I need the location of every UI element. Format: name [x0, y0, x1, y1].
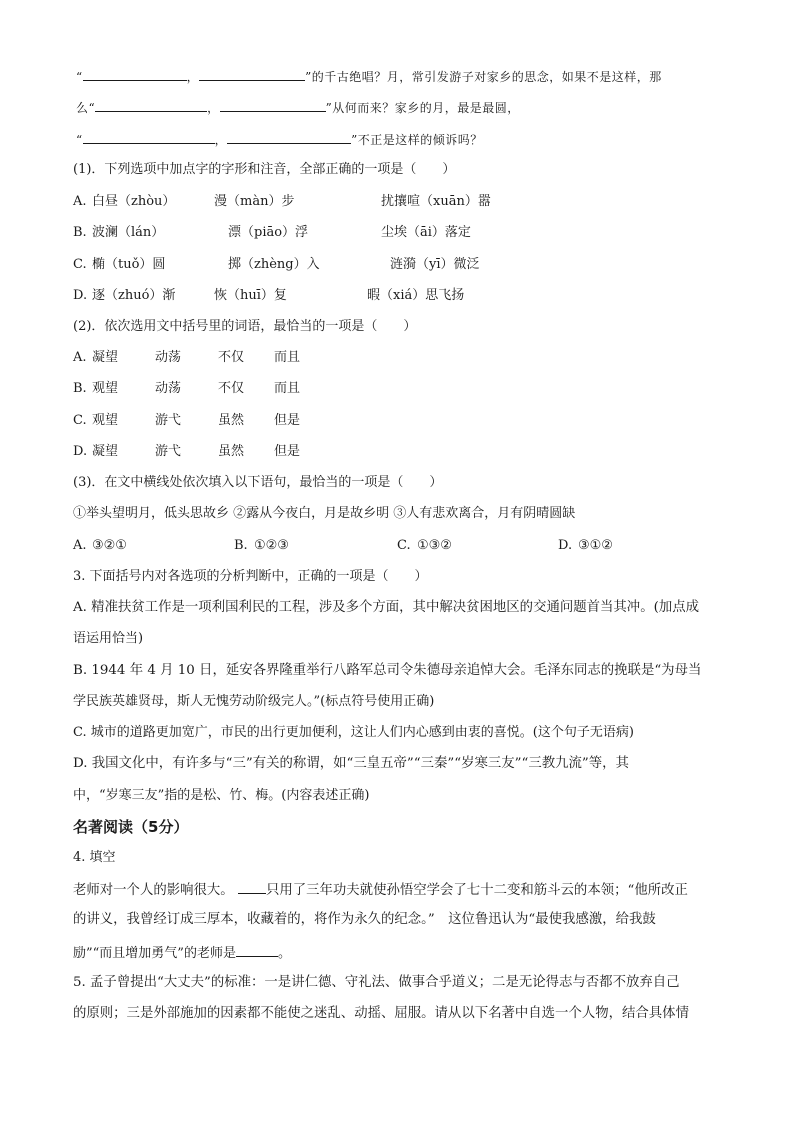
- quote-mark: “: [76, 70, 83, 84]
- q2-word: 游弋: [155, 413, 182, 428]
- q2-word: 凝望: [92, 444, 119, 459]
- q1-option-letter: A.: [73, 194, 87, 209]
- comma: ，: [214, 133, 228, 147]
- q1-option-letter: C.: [73, 257, 87, 272]
- fill-question-line2: 的讲义，我曾经订成三厚本，收藏着的，将作为永久的纪念。” 这位鲁迅认为“最使我感激，给我鼓: [73, 912, 656, 927]
- intro-line-3: [76, 129, 483, 150]
- question-3-sentences: ①举头望明月，低头思故乡 ②露从今夜白，月是故乡明 ③人有悲欢离合，月有阴晴圆缺: [73, 506, 576, 521]
- intro-text-3: ”不正是这样的倾诉吗？: [351, 133, 483, 147]
- q2-word: 而且: [274, 350, 301, 365]
- q3-option-value: ③②①: [92, 538, 127, 553]
- q3-option-letter: D.: [558, 538, 573, 553]
- comma: ，: [207, 101, 220, 115]
- fill-blank: [238, 879, 266, 894]
- analysis-option-b-line2: 学民族英雄贤母，斯人无愧劳动阶级完人。”(标点符号使用正确): [73, 694, 435, 709]
- q1-option-a-word2: 漫（màn）步: [214, 194, 295, 209]
- q2-option-letter: B.: [73, 381, 87, 396]
- analysis-option-d-line2: 中，“岁寒三友”指的是松、竹、梅。(内容表述正确): [73, 788, 370, 803]
- q2-word: 观望: [92, 413, 119, 428]
- fill-question-line1: [73, 879, 688, 901]
- q2-word: 动荡: [155, 381, 182, 396]
- q3-option-letter: B.: [234, 538, 248, 553]
- q2-word: 不仅: [218, 350, 245, 365]
- intro-text-2b: ”从何而来？家乡的月，最是最圆，: [325, 101, 520, 115]
- intro-text-1: ”的千古绝唱？月，常引发游子对家乡的思念，如果不是这样，那: [305, 70, 662, 84]
- q1-option-a-word1: 白昼（zhòu）: [92, 194, 176, 209]
- q2-word: 不仅: [218, 381, 245, 396]
- blank-6: [227, 129, 351, 144]
- q2-word: 但是: [274, 413, 301, 428]
- question-5-line1: 5. 孟子曾提出“大丈夫”的标准：一是讲仁德、守礼法、做事合乎道义；二是无论得志与否都不放弃自己: [73, 975, 680, 990]
- quote-mark: “: [76, 133, 83, 147]
- fill-text: 励”“而且增加勇气”的老师是: [73, 946, 236, 961]
- blank-2: [199, 66, 305, 81]
- blank-5: [83, 129, 215, 144]
- fill-question-line3: [73, 942, 291, 964]
- intro-text-2a: 么“: [76, 101, 96, 115]
- analysis-option-b-line1: B. 1944 年 4 月 10 日，延安各界隆重举行八路军总司令朱德母亲追悼大会。毛泽东同志的挽联是“为母当: [73, 663, 702, 678]
- question-2-stem: (2)．依次选用文中括号里的词语，最恰当的一项是（ ）: [73, 319, 417, 334]
- fill-text: 只用了三年功夫就使孙悟空学会了七十二变和筋斗云的本领；“他所改正: [265, 883, 688, 898]
- analysis-option-a-line1: A. 精准扶贫工作是一项利国利民的工程，涉及多个方面，其中解决贫困地区的交通问题首当其冲。(加点成: [73, 600, 699, 615]
- analysis-option-a-line2: 语运用恰当): [73, 631, 144, 646]
- section-title: 名著阅读（5分）: [73, 818, 189, 836]
- q1-option-d-word2: 恢（huī）复: [214, 288, 287, 303]
- intro-line-1: [76, 66, 662, 87]
- q3-option-value: ③①②: [578, 538, 613, 553]
- q2-word: 游弋: [155, 444, 182, 459]
- q2-word: 而且: [274, 381, 301, 396]
- q2-word: 虽然: [218, 444, 245, 459]
- comma: ，: [186, 70, 200, 84]
- q2-word: 虽然: [218, 413, 245, 428]
- q1-option-c-word3: 涟漪（yī）微泛: [390, 257, 480, 272]
- question-5-line2: 的原则；三是外部施加的因素都不能使之迷乱、动摇、屈服。请从以下名著中自选一个人物，结合具体情: [73, 1006, 689, 1021]
- q2-word: 动荡: [155, 350, 182, 365]
- q2-word: 凝望: [92, 350, 119, 365]
- analysis-option-c-line1: C. 城市的道路更加宽广，市民的出行更加便利，这让人们内心感到由衷的喜悦。(这个句子无语病): [73, 725, 634, 740]
- blank-1: [83, 66, 187, 81]
- q1-option-b-word3: 尘埃（āi）落定: [381, 225, 471, 240]
- q1-option-c-word1: 椭（tuǒ）圆: [92, 257, 166, 272]
- blank-3: [95, 97, 207, 112]
- fill-text: 。: [277, 946, 291, 961]
- q1-option-a-word3: 扰攘喧（xuān）嚣: [381, 194, 491, 209]
- q1-option-b-word1: 波澜（lán）: [92, 225, 165, 240]
- q1-option-d-word1: 逐（zhuó）渐: [92, 288, 176, 303]
- q3-option-letter: C.: [397, 538, 411, 553]
- q1-option-letter: B.: [73, 225, 87, 240]
- q3-option-value: ①②③: [254, 538, 289, 553]
- q2-word: 观望: [92, 381, 119, 396]
- intro-line-2: [76, 97, 520, 118]
- question-1-stem: (1)．下列选项中加点字的字形和注音，全部正确的一项是（ ）: [73, 162, 456, 177]
- q2-option-letter: D.: [73, 444, 88, 459]
- q2-word: 但是: [274, 444, 301, 459]
- analysis-option-d-line1: D. 我国文化中，有许多与“三”有关的称谓，如“三皇五帝”“三秦”“岁寒三友”“三教九流”等，其: [73, 756, 629, 771]
- question-analysis-stem: 3. 下面括号内对各选项的分析判断中，正确的一项是（ ）: [73, 569, 428, 584]
- q1-option-b-word2: 漂（piāo）浮: [228, 225, 309, 240]
- q1-option-d-word3: 暇（xiá）思飞扬: [367, 288, 465, 303]
- question-3-stem: (3)．在文中横线处依次填入以下语句，最恰当的一项是（ ）: [73, 475, 443, 490]
- fill-text: 老师对一个人的影响很大。: [73, 883, 234, 898]
- fill-question-number: 4. 填空: [73, 850, 116, 865]
- q3-option-value: ①③②: [417, 538, 452, 553]
- q3-option-letter: A.: [73, 538, 87, 553]
- fill-blank: [236, 942, 278, 957]
- q2-option-letter: C.: [73, 413, 87, 428]
- q1-option-c-word2: 掷（zhèng）入: [228, 257, 320, 272]
- q1-option-letter: D.: [73, 288, 88, 303]
- q2-option-letter: A.: [73, 350, 87, 365]
- blank-4: [220, 97, 326, 112]
